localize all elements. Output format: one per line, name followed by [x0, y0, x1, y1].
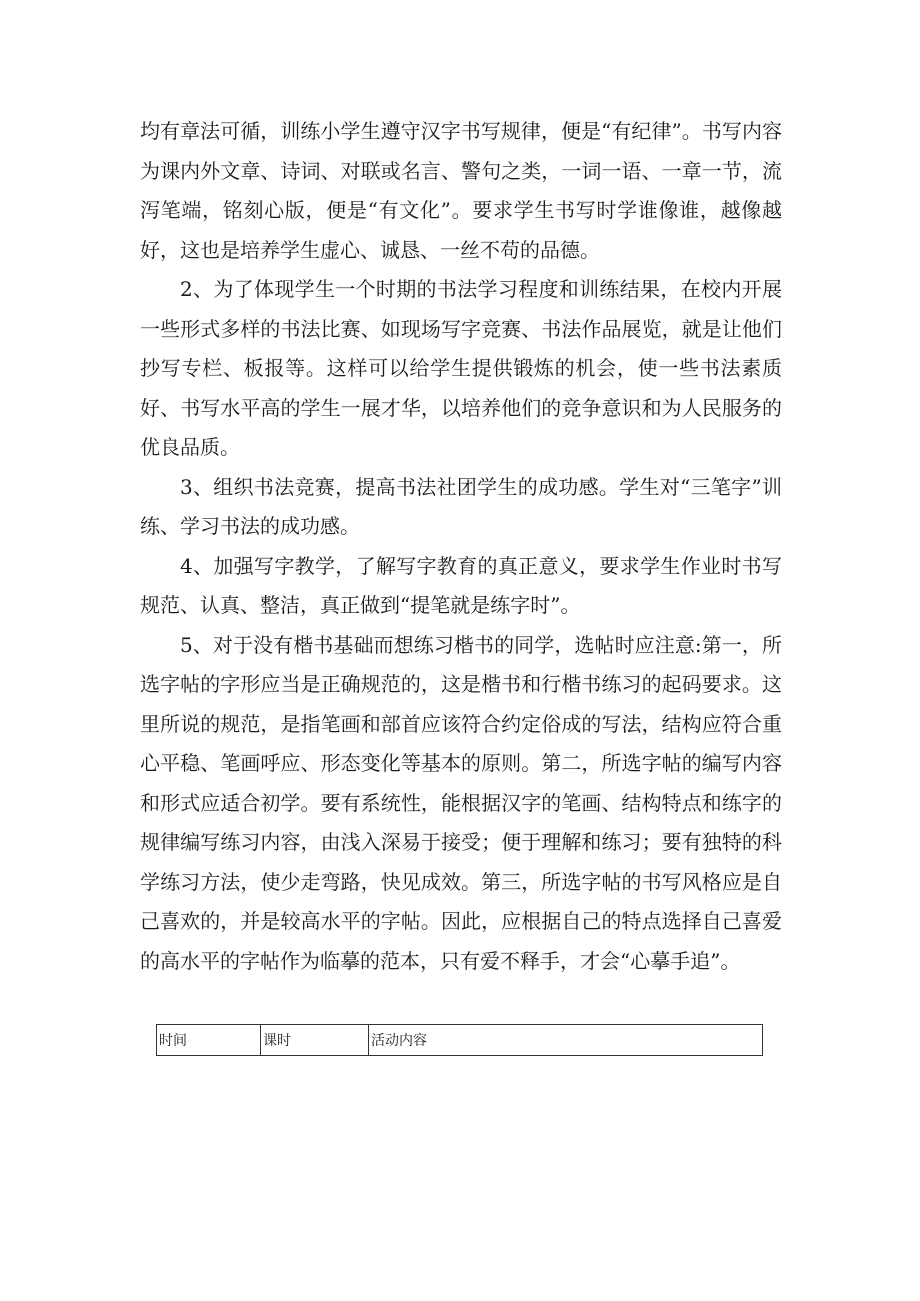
paragraph-continuation: 均有章法可循，训练小学生遵守汉字书写规律，便是“有纪律”。书写内容为课内外文章、诗词、对联或名言、警句之类，一词一语、一章一节，流泻笔端，铭刻心版，便是“有文化”。要求学生书写时学谁像谁，越像越好，这也是培养学生虚心、诚恳、一丝不苟的品德。: [140, 119, 782, 262]
header-time: 时间: [157, 1025, 261, 1056]
header-activity: 活动内容: [369, 1025, 763, 1056]
paragraph-item-2: 2、为了体现学生一个时期的书法学习程度和训练结果，在校内开展一些形式多样的书法比赛、如现场写字竞赛、书法作品展览，就是让他们抄写专栏、板报等。这样可以给学生提供锻炼的机会，使一些书法素质好、书写水平高的学生一展才华，以培养他们的竞争意识和为人民服务的优良品质。: [140, 277, 782, 459]
body-text: [140, 112, 782, 981]
paragraph-item-5: 5、对于没有楷书基础而想练习楷书的同学，选帖时应注意:第一，所选字帖的字形应当是正确规范的，这是楷书和行楷书练习的起码要求。这里所说的规范，是指笔画和部首应该符合约定俗成的写法，结构应符合重心平稳、笔画呼应、形态变化等基本的原则。第二，所选字帖的编写内容和形式应适合初学。要有系统性，能根据汉字的笔画、结构特点和练字的规律编写练习内容，由浅入深易于接受；便于理解和练习；要有独特的科学练习方法，使少走弯路，快见成效。第三，所选字帖的书写风格应是自己喜欢的，并是较高水平的字帖。因此，应根据自己的特点选择自己喜爱的高水平的字帖作为临摹的范本，只有爱不释手，才会“心摹手追”。: [140, 632, 782, 973]
schedule-table: [156, 1024, 763, 1056]
paragraph-item-4: 4、加强写字教学，了解写字教育的真正意义，要求学生作业时书写规范、认真、整洁，真正做到“提笔就是练字时”。: [140, 553, 782, 617]
paragraph-item-3: 3、组织书法竞赛，提高书法社团学生的成功感。学生对“三笔字”训练、学习书法的成功感。: [140, 474, 782, 538]
table-header-row: [157, 1025, 763, 1056]
header-periods: 课时: [261, 1025, 369, 1056]
